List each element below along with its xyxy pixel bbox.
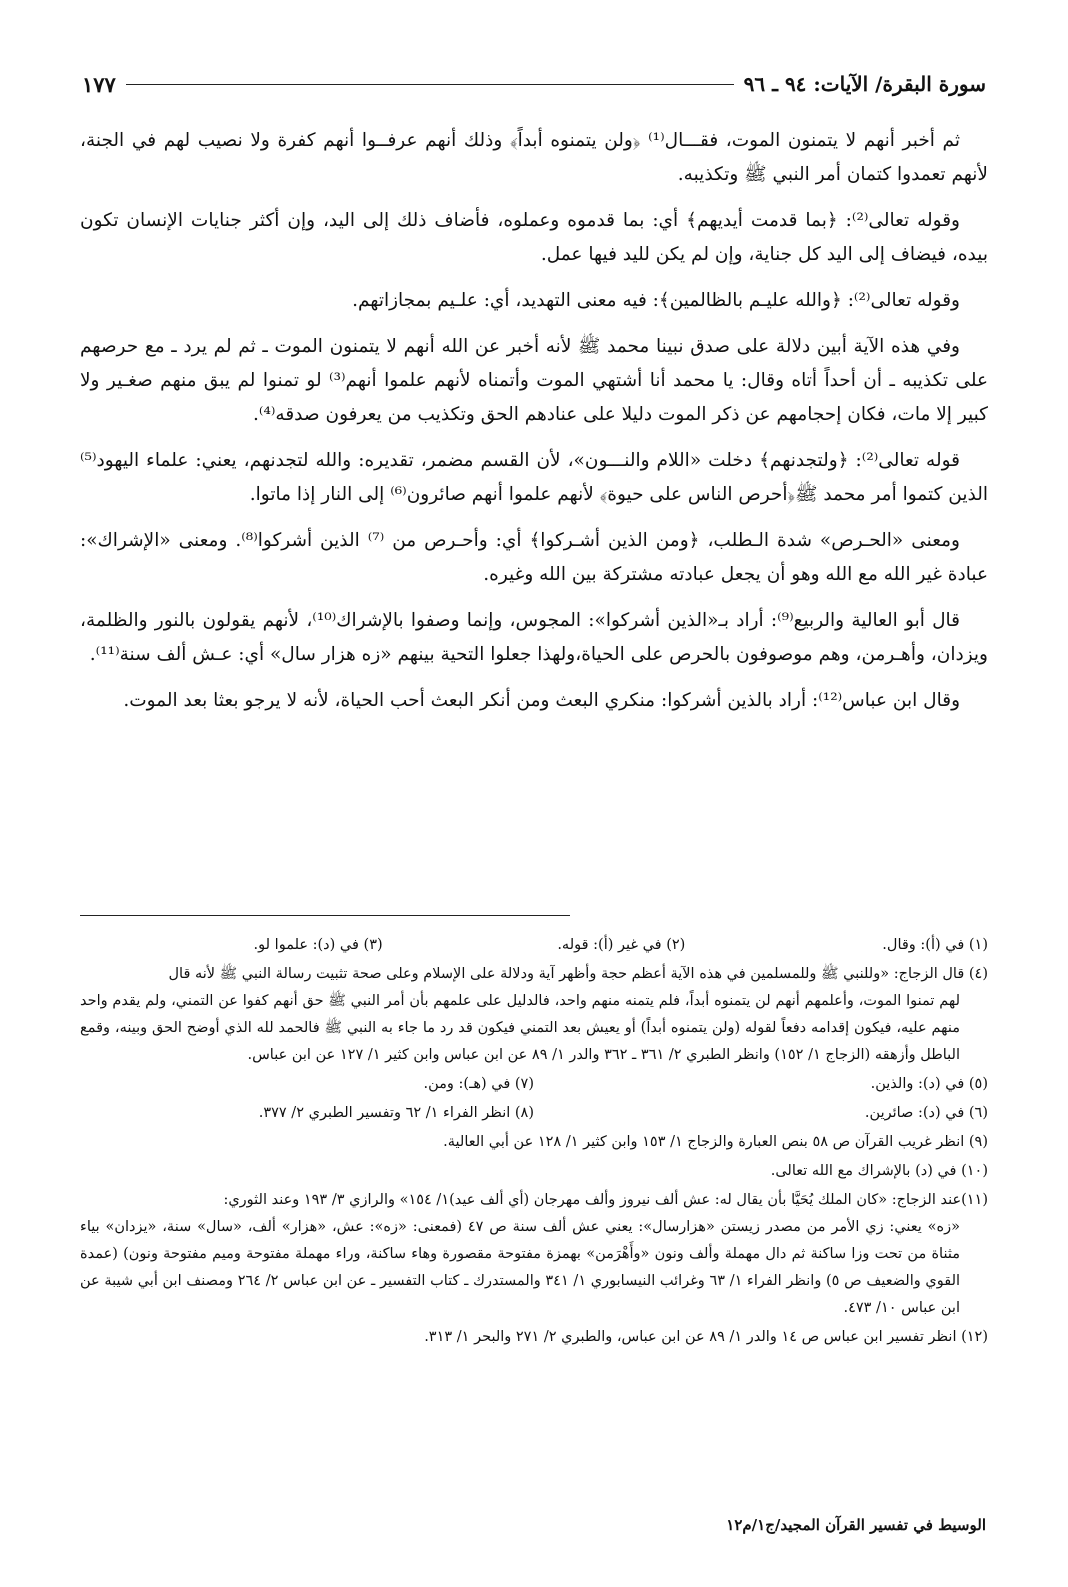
- footnote-4-continuation: لهم تمنوا الموت، وأعلمهم أنهم لن يتمنوه أبداً، فلم يتمنه منهم واحد، فالدليل على علمهم بأن أمر النبي ﷺ حق أنهم كفوا عن التمني، ولم يقدم واحد منهم عليه، فيكون إقدامه دفعاً لقوله (ولن يتمنوه أبداً) أو يعيش بعد التمني فيكون قد رد ما جاء به النبي ﷺ فالحمد لله الذي أوضح الحق وبينه، وقمع الباطل وأزهقه (الزجاج ١/ ١٥٢) وانظر الطبري ٢/ ٣٦١ ـ ٣٦٢ والدر ١/ ٨٩ عن ابن عباس وابن كثير ١/ ١٢٧ عن ابن عباس.: [80, 993, 960, 1063]
- footnote-4: [80, 961, 988, 1069]
- paragraph: ومعنى «الحـرص» شدة الـطلب، ﴿ومن الذين أشـركوا﴾ أي: وأحـرص من ⁽⁷⁾ الذين أشركوا⁽⁸⁾. ومعنى «الإشراك»: عبادة غير الله مع الله وهو أن يجعل عبادته مشتركة بين الله وغيره.: [80, 530, 988, 585]
- footnote-4-first-line: (٤) قال الزجاج: «وللنبي ﷺ وللمسلمين في هذه الآية أعظم حجة وأظهر آية ودلالة على الإسلام وعلى صحة تثبيت رسالة النبي ﷺ لأنه قال: [168, 966, 988, 982]
- footnote-1: (١) في (أ): وقال.: [882, 937, 988, 953]
- footnotes: [80, 932, 988, 1353]
- footnote-11-first-line: (١١)عند الزجاج: «كان الملك يُحَيَّا بأن يقال له: عش ألف نيروز وألف مهرجان (أي ألف عيد)١/ ١٥٤» والرازي ٣/ ١٩٣ وعند الثوري:: [223, 1192, 988, 1208]
- paragraph: قال أبو العالية والربيع⁽⁹⁾: أراد بـ«الذين أشركوا»: المجوس، وإنما وصفوا بالإشراك⁽¹⁰⁾، لأنهم يقولون بالنور والظلمة، ويزدان، وأهـرمن، وهم موصوفون بالحرص على الحياة،ولهذا جعلوا التحية بينهم «زه هزار سال» أي: عـش ألف سنة⁽¹¹⁾.: [80, 610, 988, 665]
- footnote-12: (١٢) انظر تفسير ابن عباس ص ١٤ والدر ١/ ٨٩ عن ابن عباس، والطبري ٢/ ٢٧١ والبحر ١/ ٣١٣.: [424, 1329, 988, 1345]
- surah-verse-title: سورة البقرة/ الآيات: ٩٤ ـ ٩٦: [743, 72, 986, 96]
- footnote-11: [80, 1187, 988, 1322]
- footnote-9: (٩) انظر غريب القرآن ص ٥٨ بنص العبارة والزجاج ١/ ١٥٣ وابن كثير ١/ ١٢٨ عن أبي العالية.: [443, 1134, 988, 1150]
- footnote-7: (٧) في (هـ): ومن.: [423, 1076, 534, 1092]
- footnote-10: (١٠) في (د) بالإشراك مع الله تعالى.: [770, 1163, 988, 1179]
- paragraph: وقوله تعالى⁽²⁾: ﴿والله عليـم بالظالمين﴾: فيه معنى التهديد، أي: علـيم بمجازاتهم.: [352, 290, 960, 311]
- footnote-5: (٥) في (د): والذين.: [870, 1076, 988, 1092]
- footnote-8: (٨) انظر الفراء ١/ ٦٢ وتفسير الطبري ٢/ ٣٧٧.: [258, 1105, 534, 1121]
- book-signature: الوسيط في تفسير القرآن المجيد/ج١/م١٢: [726, 1516, 986, 1534]
- paragraph: وقال ابن عباس⁽¹²⁾: أراد بالذين أشركوا: منكري البعث ومن أنكر البعث أحب الحياة، لأنه لا يرجو بعثا بعد الموت.: [123, 690, 960, 711]
- footnote-row: [80, 1071, 988, 1098]
- footnote-separator: [80, 915, 570, 916]
- main-text: [80, 124, 988, 730]
- footnote-row: [80, 932, 988, 959]
- running-header: [82, 66, 986, 102]
- paragraph: قوله تعالى⁽²⁾: ﴿ولتجدنهم﴾ دخلت «اللام والنـــون»، لأن القسم مضمر، تقديره: والله لتجدنهم، يعني: علماء اليهود⁽⁵⁾الذين كتموا أمر محمد ﷺ﴿أحرص الناس على حيوة﴾ لأنهم علموا أنهم صائرون⁽⁶⁾ إلى النار إذا ماتوا.: [80, 450, 988, 505]
- footnote-11-continuation: «زه» يعني: زي الأمر من مصدر زيستن «هزارسال»: يعني عش ألف سنة ص ٤٧ (فمعنى: «زه»: عش، «هزار» ألف، «سال» سنة، «يزدان» بياء مثناة من تحت وزا ساكنة ثم دال مهملة وألف ونون «وأَهْرَمن» بهمزة مفتوحة مقصورة وهاء ساكنة، وراء مهملة مفتوحة وميم مفتوحة ونون) (عمدة القوي والضعيف ص ٥) وانظر الفراء ١/ ٦٣ وغرائب النيسابوري ١/ ٣٤١ والمستدرك ـ كتاب التفسير ـ عن ابن عباس ٢/ ٢٦٤ ومصنف ابن أبي شيبة عن ابن عباس ١٠/ ٤٧٣.: [80, 1219, 961, 1316]
- paragraph: ثم أخبر أنهم لا يتمنون الموت، فقـــال⁽¹⁾ ﴿ولن يتمنوه أبداً﴾ وذلك أنهم عرفــوا أنهم كفرة ولا نصيب لهم في الجنة، لأنهم تعمدوا كتمان أمر النبي ﷺ وتكذيبه.: [80, 130, 988, 185]
- page-number: ١٧٧: [82, 71, 116, 97]
- footnote-6: (٦) في (د): صائرين.: [864, 1105, 988, 1121]
- footnote-2: (٢) في غير (أ): قوله.: [557, 937, 686, 953]
- footnote-row: [80, 1100, 988, 1127]
- paragraph: وقوله تعالى⁽²⁾: ﴿بما قدمت أيديهم﴾ أي: بما قدموه وعملوه، فأضاف ذلك إلى اليد، وإن أكثر جنايات الإنسان تكون بيده، فيضاف إلى اليد كل جناية، وإن لم يكن لليد فيها عمل.: [80, 210, 988, 265]
- header-rule: [126, 84, 734, 85]
- paragraph: وفي هذه الآية أبين دلالة على صدق نبينا محمد ﷺ لأنه أخبر عن الله أنهم لا يتمنون الموت ـ ثم لم يرد ـ مع حرصهم على تكذيبه ـ أن أحداً أتاه وقال: يا محمد أنا أشتهي الموت وأتمناه لأنهم علموا أنهم⁽³⁾ لو تمنوا لم يبق منهم صغـير ولا كبير إلا مات، فكان إحجامهم عن ذكر الموت دليلا على عنادهم الحق وتكذيب من يعرفون صدقه⁽⁴⁾.: [80, 336, 989, 425]
- footnote-3: (٣) في (د): علموا لو.: [253, 937, 383, 953]
